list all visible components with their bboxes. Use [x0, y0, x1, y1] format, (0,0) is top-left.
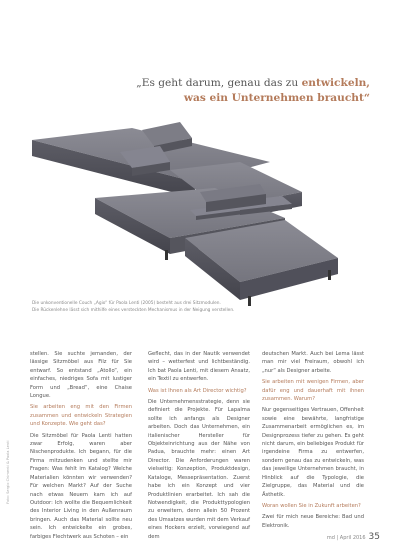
photo-credit: Foto: Sergio Chimenti & Paola Lenti: [6, 440, 10, 504]
page-number: 35: [368, 532, 380, 542]
text-column-1: [30, 350, 132, 544]
pull-quote-line-2: was ein Unternehmen braucht“: [183, 91, 370, 104]
paragraph: Zwei für mich neue Bereiche: Bad und Elektronik.: [262, 514, 364, 529]
paragraph: stellen. Sie suchte jemanden, der lässige Sitzmöbel aus Filz für Sie entwarf. So entstand „Atollo“, ein einfaches, niedriges Sofa mit lustiger Form und „Bread“, eine Chaise Longue.: [30, 351, 132, 400]
pull-quote: [120, 76, 370, 105]
text-column-3: [262, 350, 364, 533]
paragraph: Geflecht, das in der Nautik verwendet wird – wetterfest und lichtbeständig. Ich bat Paola Lenti, mit diesem Ansatz, ein Textil zu entwerfen.: [148, 351, 250, 383]
text-column-2: [148, 350, 250, 544]
pull-quote-line-1: [120, 76, 370, 91]
page-footer: [327, 532, 380, 542]
interview-question: Woran wollen Sie in Zukunft arbeiten?: [262, 502, 361, 509]
issue-label: md | April 2016: [326, 535, 366, 541]
pull-quote-accent: entwickeln,: [301, 77, 370, 89]
caption-line-1: Die unkonventionelle Couch „Agio“ für Paola Lenti (2005) besteht aus drei Sitzmodulen.: [32, 301, 221, 306]
interview-question: Sie arbeiten eng mit den Firmen zusammen und entwickeln Strategien und Konzepte. Wie geht das?: [30, 404, 132, 428]
interview-question: Was ist Ihnen als Art Director wichtig?: [148, 387, 247, 394]
caption-line-2: Die Rückenlehne lässt sich mithilfe eines versteckten Mechanismus in der Neigung verstellen.: [32, 308, 235, 313]
paragraph: Nur gegenseitiges Vertrauen, Offenheit sowie eine bewährte, langfristige Zusammenarbeit ermöglichen es, im Designprozess tiefer zu gehen. Es geht nicht darum, ein beliebiges Produkt für irgendeine Firma zu entwerfen, sondern genau das zu entwickeln, was das jeweilige Unternehmen braucht, in Hinblick auf die Typologie, die Zielgruppe, das Material und die Ästhetik.: [262, 407, 364, 498]
photo-caption: [32, 300, 332, 314]
paragraph: Die Unternehmensstrategie, denn sie definiert die Projekte. Für Lapalma sollte ich anfangs als Designer arbeiten. Doch das Unternehmen, ein italienischer Hersteller für Objekteinrichtung aus der Nähe von Padua, brauchte mehr: einen Art Director. Die Anforderungen waren vielseitig: Konzeption, Produktdesign, Kataloge, Messepräsentation. Zuerst habe ich ein Konzept und vier Produktlinien erarbeitet. Ich sah die Notwendigkeit, die Produkttypologien zu erweitern, denn allein 50 Prozent des Umsatzes wurden mit dem Verkauf eines Hockers erzielt, vorwiegend auf dem: [148, 399, 250, 540]
sofa-photo: [20, 110, 350, 315]
interview-question: Sie arbeiten mit wenigen Firmen, aber dafür eng und dauerhaft mit ihnen zusammen. Warum?: [262, 379, 364, 403]
paragraph: deutschen Markt. Auch bei Lema lässt man mir viel Freiraum, obwohl ich „nur“ als Designer arbeite.: [262, 351, 364, 374]
paragraph: Die Sitzmöbel für Paola Lenti hatten zwar Erfolg, waren aber Nischenprodukte. Ich begann, für die Firma mitzudenken und stellte mir Fragen: Was fehlt im Katalog? Welche Materialien könnten wir verwenden? Für welchen Markt? Auf der Suche nach etwas Neuem kam ich auf Outdoor: Ich wollte die Bequemlichkeit des Interior Living in den Außenraum bringen. Auch das Material sollte neu sein. Ich entwickelte ein grobes, farbiges Flechtwerk aus Schoten – ein: [30, 432, 132, 540]
pull-quote-text: „Es geht darum, genau das zu: [136, 77, 302, 89]
